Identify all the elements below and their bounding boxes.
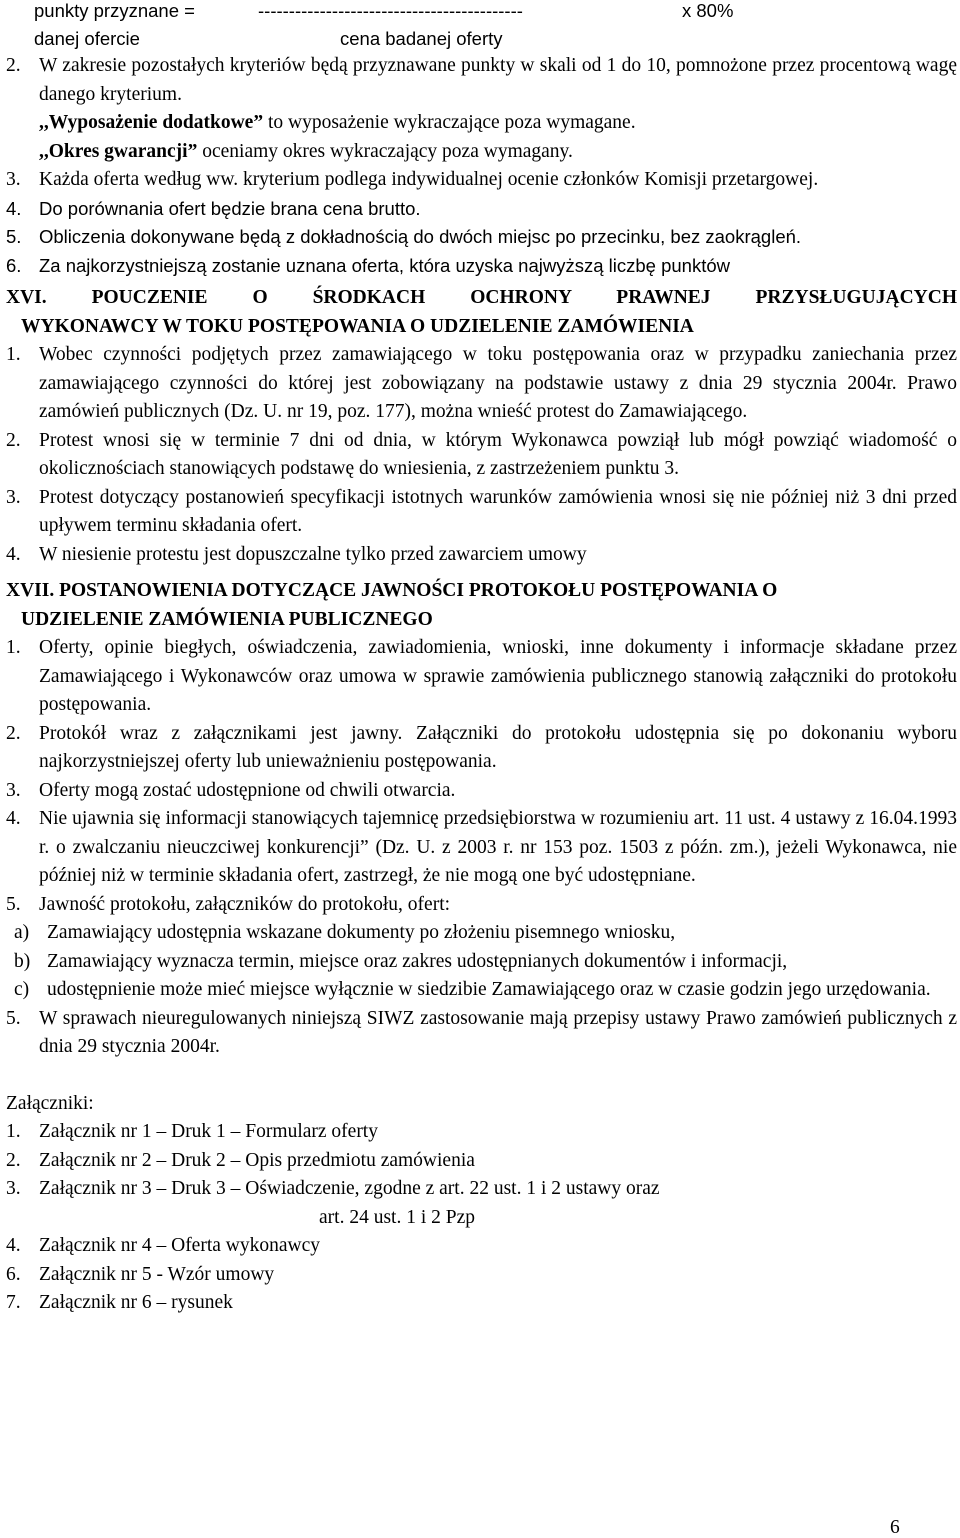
attachments-heading: Załączniki: [6, 1092, 94, 1114]
attachment-item: 4. Załącznik nr 4 – Oferta wykonawcy [6, 1235, 321, 1256]
attachment-item: 7. Załącznik nr 6 – rysunek [6, 1292, 233, 1313]
criterion-equipment: ,,Wyposażenie dodatkowe” to wyposażenie wykraczające poza wymagane. [39, 112, 636, 133]
page-number: 6 [890, 1517, 900, 1538]
list-item: 3. Protest dotyczący postanowień specyfikacji istotnych warunków zamówienia wnosi się nie później niż 3 dni przed upływem terminu składania ofert. [6, 486, 957, 536]
attachment-item: 1. Załącznik nr 1 – Druk 1 – Formularz oferty [6, 1121, 378, 1142]
list-item: 5. Jawność protokołu, załączników do protokołu, ofert: [6, 893, 451, 915]
formula-multiplier: x 80% [682, 0, 734, 21]
list-item: 3. Każda oferta według ww. kryterium podlega indywidualnej ocenie członków Komisji przetargowej. [6, 169, 819, 190]
list-item: 4. Nie ujawnia się informacji stanowiących tajemnicę przedsiębiorstwa w rozumieniu art. 11 ust. 4 ustawy z 16.04.1993 r. o zwalczaniu nieuczciwej konkurencji” (Dz. U. z 2003 r. nr 153 poz. 1503 z późn. zm.), jeżeli Wykonawca, nie później niż w terminie składania ofert, zastrzegł, że nie mogą one być udostępniane. [6, 808, 957, 886]
attachment-item: 3. Załącznik nr 3 – Druk 3 – Oświadczenie, zgodne z art. 22 ust. 1 i 2 ustawy oraz art. 24 ust. 1 i 2 Pzp [6, 1178, 660, 1228]
formula-denominator: cena badanej oferty [340, 28, 503, 49]
formula-left-top: punkty przyznane = [34, 0, 195, 21]
list-item: 2. Protest wnosi się w terminie 7 dni od dnia, w którym Wykonawca powziął lub mógł powziąć wiadomość o okolicznościach stanowiących podstawę do wniesienia, z zastrzeżeniem punktu 3. [6, 429, 957, 479]
sub-list-item: c) udostępnienie może mieć miejsce wyłącznie w siedzibie Zamawiającego oraz w czasie godzin jego urzędowania. [14, 979, 931, 1000]
list-item: 5. W sprawach nieuregulowanych niniejszą SIWZ zastosowanie mają przepisy ustawy Prawo zamówień publicznych z dnia 29 stycznia 2004r. [6, 1007, 957, 1057]
list-item: 3. Oferty mogą zostać udostępnione od chwili otwarcia. [6, 779, 456, 801]
attachment-item: 6. Załącznik nr 5 - Wzór umowy [6, 1263, 275, 1285]
section-heading-xvii: XVII. POSTANOWIENIA DOTYCZĄCE JAWNOŚCI PROTOKOŁU POSTĘPOWANIA O UDZIELENIE ZAMÓWIENIA PUBLICZNEGO [6, 580, 778, 630]
list-item: 6. Za najkorzystniejszą zostanie uznana oferta, która uzyska najwyższą liczbę punktów [6, 254, 731, 276]
formula-dashes: ------------------------------------------- [258, 0, 523, 21]
points-formula [6, 0, 960, 52]
list-item: 4. W niesienie protestu jest dopuszczalne tylko przed zawarciem umowy [6, 543, 587, 565]
sub-list-item: a) Zamawiający udostępnia wskazane dokumenty po złożeniu pisemnego wniosku, [14, 922, 676, 943]
list-item: 1. Oferty, opinie biegłych, oświadczenia, zawiadomienia, wnioski, inne dokumenty i informacje składane przez Zamawiającego i Wykonawców oraz umowa w sprawie zamówienia publicznego stanowią załączniki do protokołu postępowania. [6, 637, 957, 715]
list-item: 2. Protokół wraz z załącznikami jest jawny. Załączniki do protokołu udostępnia się po dokonaniu wyboru najkorzystniejszej oferty lub unieważnieniu postępowania. [6, 722, 957, 772]
attachment-item: 2. Załącznik nr 2 – Druk 2 – Opis przedmiotu zamówienia [6, 1149, 475, 1171]
section-heading-xvi: XVI. POUCZENIE O ŚRODKACH OCHRONY PRAWNEJ PRZYSŁUGUJĄCYCH WYKONAWCY W TOKU POSTĘPOWANIA O UDZIELENIE ZAMÓWIENIA [6, 287, 957, 337]
sub-list-item: b) Zamawiający wyznacza termin, miejsce oraz zakres udostępnianych dokumentów i informacji, [14, 950, 788, 972]
list-item: 1. Wobec czynności podjętych przez zamawiającego w toku postępowania oraz w przypadku zaniechania przez zamawiającego czynności do której jest zobowiązany na podstawie ustawy z dnia 29 stycznia 2004r. Prawo zamówień publicznych (Dz. U. nr 19, poz. 177), można wnieść protest do Zamawiającego. [6, 344, 957, 422]
list-item: 2. W zakresie pozostałych kryteriów będą przyznawane punkty w skali od 1 do 10, pomnożone przez procentową wagę danego kryterium. [6, 55, 957, 105]
list-item: 4. Do porównania ofert będzie brana cena brutto. [6, 197, 421, 219]
formula-left-bottom: danej ofercie [34, 28, 140, 49]
criterion-warranty: ,,Okres gwarancji” oceniamy okres wykraczający poza wymagany. [39, 140, 573, 162]
list-item: 5. Obliczenia dokonywane będą z dokładnością do dwóch miejsc po przecinku, bez zaokrągleń. [6, 226, 802, 247]
